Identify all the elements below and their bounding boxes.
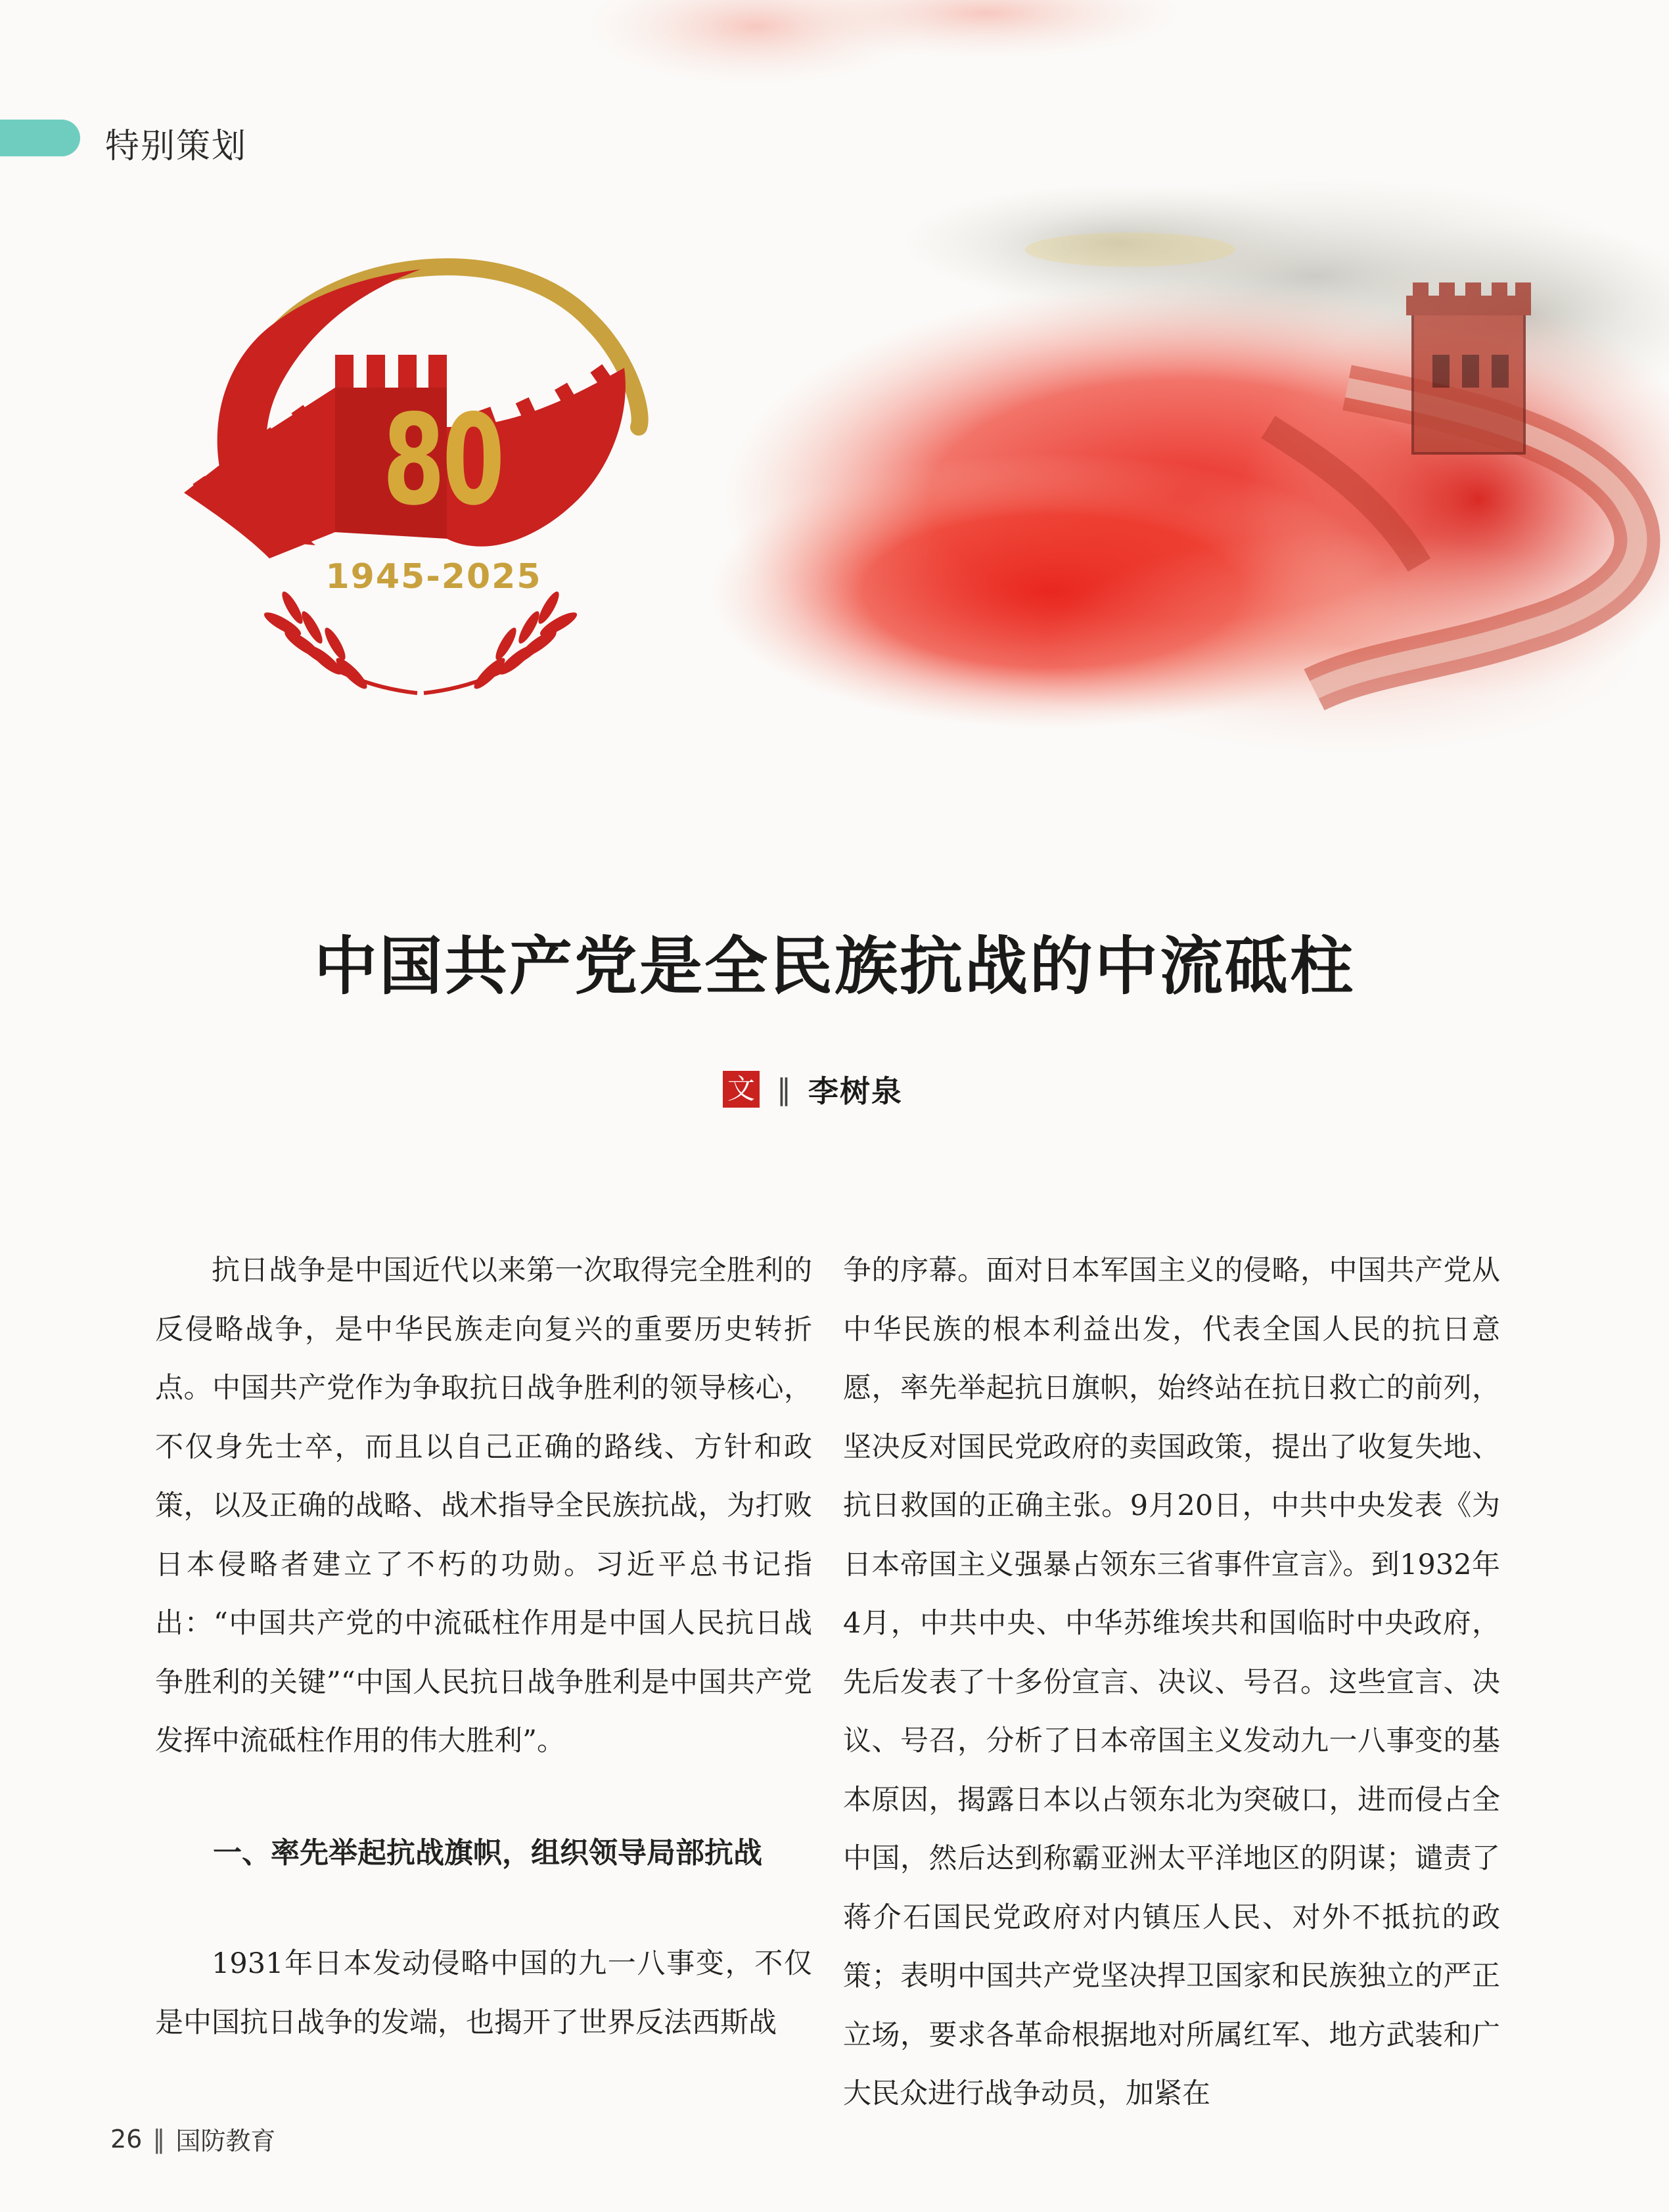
section-label: 特别策划 xyxy=(105,127,248,166)
page-footer xyxy=(110,2121,275,2157)
paragraph: 抗日战争是中国近代以来第一次取得完全胜利的反侵略战争，是中华民族走向复兴的重要历史转折点。中国共产党作为争取抗日战争胜利的领导核心，不仅身先士卒，而且以自己正确的路线、方针和政策，以及正确的战略、战术指导全民族抗战，为打败日本侵略者建立了不朽的功勋。习近平总书记指出：“中国共产党的中流砥柱作用是中国人民抗日战争胜利的关键”“中国人民抗日战争胜利是中国共产党发挥中流砥柱作用的伟大胜利”。 xyxy=(155,1254,812,1757)
page-number: 26 xyxy=(110,2124,143,2154)
byline-separator: ‖ xyxy=(777,1072,791,1106)
right-column xyxy=(843,1242,1500,2124)
publication-name: 国防教育 xyxy=(175,2127,276,2156)
byline xyxy=(723,1068,903,1111)
byline-tag: 文 xyxy=(723,1071,760,1108)
footer-separator: ‖ xyxy=(152,2124,166,2154)
anniversary-emblem xyxy=(171,230,670,703)
emblem-year-range: 1945-2025 xyxy=(325,557,542,597)
emblem-anniversary-number: 80 xyxy=(382,388,502,533)
author-name: 李树泉 xyxy=(808,1073,903,1109)
paragraph: 争的序幕。面对日本军国主义的侵略，中国共产党从中华民族的根本利益出发，代表全国人民的抗日意愿，率先举起抗日旗帜，始终站在抗日救亡的前列，坚决反对国民党政府的卖国政策，提出了收复失地、抗日救国的正确主张。9月20日，中共中央发表《为日本帝国主义强暴占领东三省事件宣言》。到1932年4月，中共中央、中华苏维埃共和国临时中央政府，先后发表了十多份宣言、决议、号召。这些宣言、决议、号召，分析了日本帝国主义发动九一八事变的基本原因，揭露日本以占领东北为突破口，进而侵占全中国，然后达到称霸亚洲太平洋地区的阴谋；谴责了蒋介石国民党政府对内镇压人民、对外不抵抗的政策；表明中国共产党坚决捍卫国家和民族独立的严正立场，要求各革命根据地对所属红军、地方武装和广大民众进行战争动员，加紧在 xyxy=(843,1254,1500,2110)
left-column xyxy=(155,1242,812,2052)
section-heading: 一、率先举起抗战旗帜，组织领导局部抗战 xyxy=(213,1836,762,1870)
article-title: 中国共产党是全民族抗战的中流砥柱 xyxy=(314,930,1355,1003)
paragraph: 1931年日本发动侵略中国的九一八事变，不仅是中国抗日战争的发端，也揭开了世界反法西斯战 xyxy=(155,1947,812,2039)
